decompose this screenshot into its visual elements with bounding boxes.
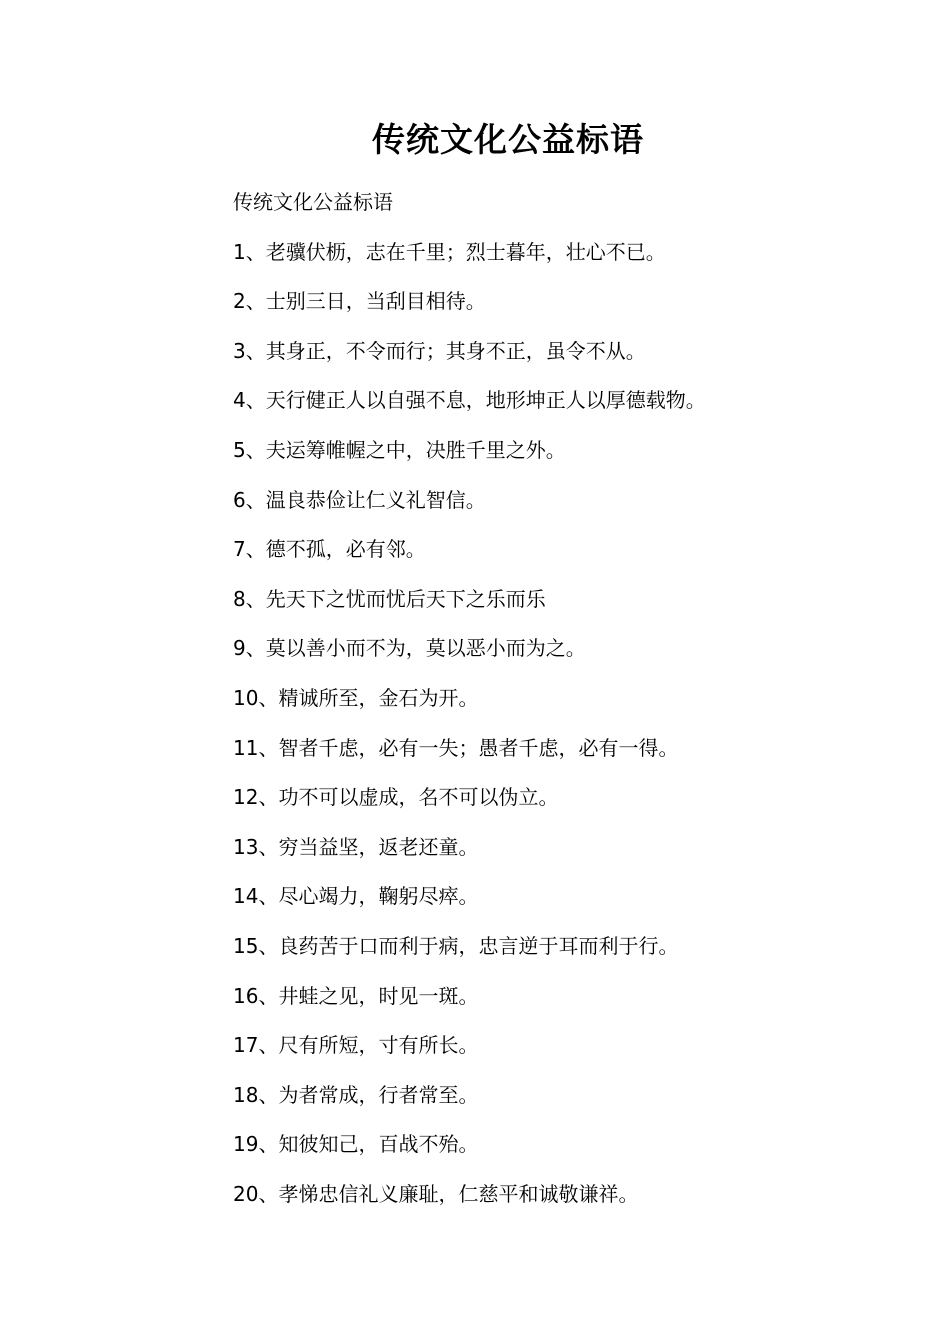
slogan-item: 6、温良恭俭让仁义礼智信。 [233, 487, 486, 512]
slogan-item: 8、先天下之忧而忧后天下之乐而乐 [233, 586, 546, 611]
slogan-item: 4、天行健正人以自强不息，地形坤正人以厚德载物。 [233, 388, 706, 413]
slogan-item: 11、智者千虑，必有一失；愚者千虑，必有一得。 [233, 735, 679, 760]
slogan-item: 9、莫以善小而不为，莫以恶小而为之。 [233, 636, 586, 661]
document-title: 传统文化公益标语 [372, 120, 644, 159]
slogan-item: 14、尽心竭力，鞠躬尽瘁。 [233, 884, 479, 909]
slogan-item: 5、夫运筹帷幄之中，决胜千里之外。 [233, 437, 566, 462]
slogan-item: 3、其身正，不令而行；其身不正，虽令不从。 [233, 338, 646, 363]
slogan-item: 2、士别三日，当刮目相待。 [233, 289, 486, 314]
slogan-item: 1、老骥伏枥，志在千里；烈士暮年，壮心不已。 [233, 239, 666, 264]
slogan-item: 7、德不孤，必有邻。 [233, 537, 426, 562]
slogan-item: 13、穷当益坚，返老还童。 [233, 834, 479, 859]
document-body [233, 182, 913, 1223]
slogan-item: 16、井蛙之见，时见一斑。 [233, 983, 479, 1008]
slogan-item: 19、知彼知己，百战不殆。 [233, 1132, 479, 1157]
slogan-list [233, 232, 913, 1224]
slogan-item: 18、为者常成，行者常至。 [233, 1082, 479, 1107]
slogan-item: 12、功不可以虚成，名不可以伪立。 [233, 785, 559, 810]
slogan-item: 20、孝悌忠信礼义廉耻，仁慈平和诚敬谦祥。 [233, 1181, 639, 1206]
slogan-item: 17、尺有所短，寸有所长。 [233, 1033, 479, 1058]
slogan-item: 15、良药苦于口而利于病，忠言逆于耳而利于行。 [233, 933, 679, 958]
document-subtitle: 传统文化公益标语 [233, 190, 393, 214]
slogan-item: 10、精诚所至，金石为开。 [233, 685, 479, 710]
